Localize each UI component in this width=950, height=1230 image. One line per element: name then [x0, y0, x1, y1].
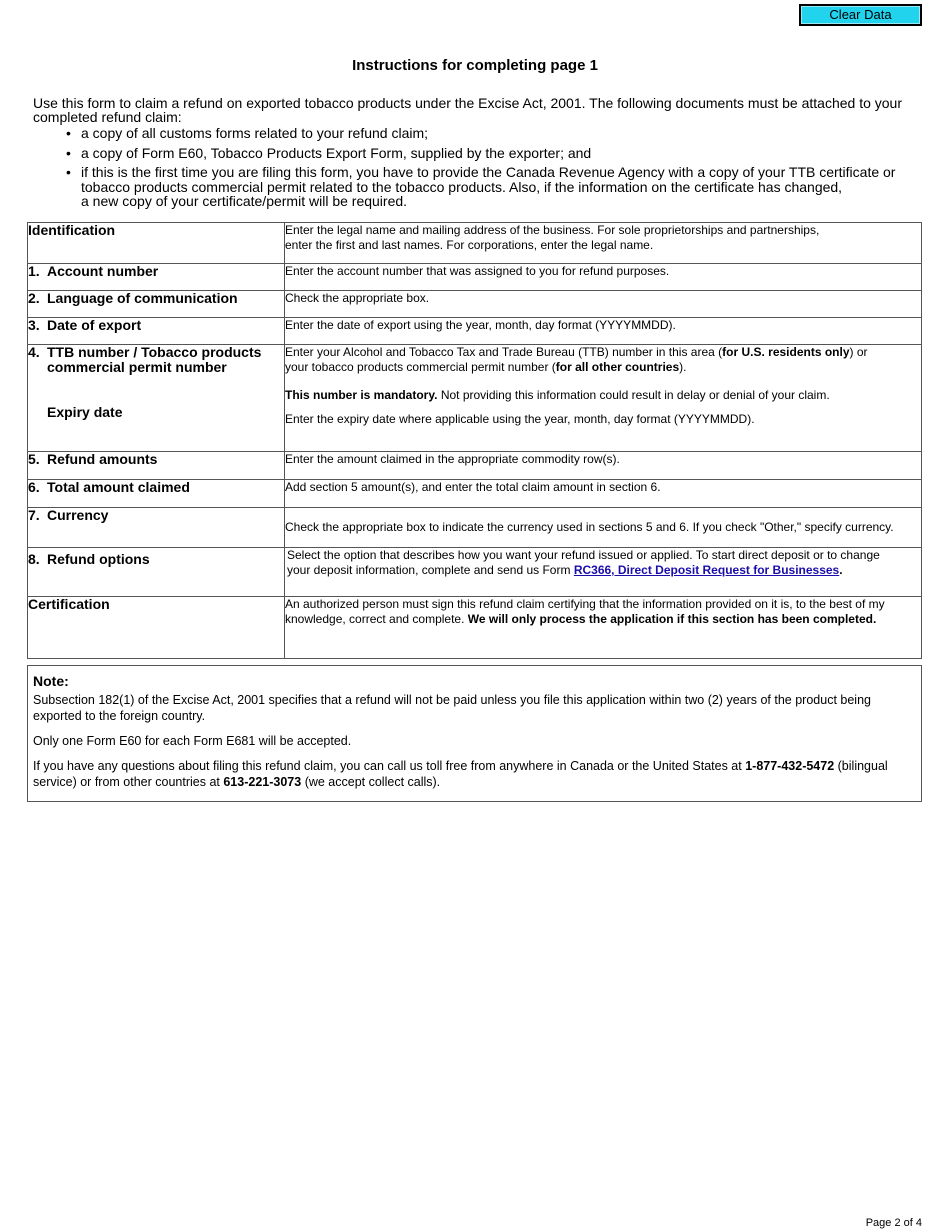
- table-row: [28, 223, 922, 264]
- refund-options-label: Refund options: [47, 551, 150, 567]
- rc366-link[interactable]: RC366, Direct Deposit Request for Businesses: [573, 563, 840, 577]
- note-text-part: If you have any questions about filing this refund claim, you can call us toll free from anywhere in Canada or the United States at: [33, 759, 746, 773]
- note-paragraph: Subsection 182(1) of the Excise Act, 2001 specifies that a refund will not be paid unless you file this application within two (2) years of the product being exported to the foreign country.: [33, 693, 871, 723]
- row-number: 3.: [28, 317, 40, 333]
- table-row: [28, 548, 922, 597]
- list-item-text: • a copy of Form E60, Tobacco Products Export Form, supplied by the exporter; and: [81, 144, 592, 161]
- refund-amounts-text: Enter the amount claimed in the appropriate commodity row(s).: [285, 452, 620, 466]
- note-box: [27, 665, 922, 802]
- mandatory-text: [285, 388, 921, 403]
- row-label: [28, 452, 285, 480]
- currency-text: Check the appropriate box to indicate the currency used in sections 5 and 6. If you check "Other," specify currency.: [285, 520, 894, 534]
- note-heading: Note:: [33, 673, 69, 689]
- list-item: [66, 126, 916, 141]
- identification-text: enter the first and last names. For corporations, enter the legal name.: [285, 238, 654, 252]
- table-row: [28, 452, 922, 480]
- table-row: [28, 291, 922, 318]
- row-label: [28, 508, 285, 548]
- ttb-text-part: ).: [679, 360, 687, 374]
- row-text: [285, 264, 922, 291]
- table-row: [28, 597, 922, 659]
- row-number: 4.: [28, 344, 40, 360]
- documents-list: [66, 126, 916, 214]
- row-text: [285, 480, 922, 508]
- row-text: [285, 291, 922, 318]
- account-number-label: Account number: [47, 263, 159, 279]
- total-amount-label: Total amount claimed: [47, 479, 190, 495]
- certification-text: An authorized person must sign this refund claim certifying that the information provided on it is, to the best of my: [285, 597, 885, 611]
- row-number: 6.: [28, 479, 40, 495]
- row-text: [285, 452, 922, 480]
- list-item: [66, 146, 916, 161]
- ttb-text: [285, 345, 921, 360]
- row-text: [285, 345, 922, 452]
- row-number: 1.: [28, 263, 40, 279]
- row-text: [285, 597, 922, 659]
- date-of-export-text: Enter the date of export using the year, month, day format (YYYYMMDD).: [285, 318, 676, 332]
- table-row: [28, 318, 922, 345]
- identification-text: Enter the legal name and mailing address of the business. For sole proprietorships and partnerships,: [285, 223, 820, 237]
- date-of-export-label: Date of export: [47, 317, 142, 333]
- ttb-text-part: ) or: [849, 345, 868, 359]
- row-label: [28, 480, 285, 508]
- row-text: [285, 223, 922, 264]
- list-item-text: a new copy of your certificate/permit will be required.: [81, 193, 408, 209]
- certification-text-bold: We will only process the application if this section has been completed.: [467, 612, 877, 626]
- row-number: 8.: [28, 551, 40, 567]
- intro-paragraph: Use this form to claim a refund on exported tobacco products under the Excise Act, 2001. The following documents must be attached to your completed refund claim:: [33, 95, 902, 125]
- page-title: Instructions for completing page 1: [352, 57, 598, 74]
- international-number: 613-221-3073: [223, 775, 302, 789]
- certification-label: Certification: [28, 596, 110, 612]
- certification-text-part: knowledge, correct and complete.: [285, 612, 468, 626]
- note-paragraph: [33, 758, 916, 790]
- note-text-part: (bilingual service) or from other countries at: [33, 759, 888, 789]
- refund-options-text: [287, 563, 921, 578]
- note-text-part: (we accept collect calls).: [301, 775, 441, 789]
- table-row: [28, 264, 922, 291]
- row-number: 5.: [28, 451, 40, 467]
- refund-options-text-part: .: [839, 563, 843, 577]
- list-item-text: • a copy of all customs forms related to your refund claim;: [81, 125, 429, 141]
- account-number-text: Enter the account number that was assigned to you for refund purposes.: [285, 264, 670, 278]
- refund-options-text: Select the option that describes how you want your refund issued or applied. To start direct deposit or to change: [287, 548, 880, 562]
- row-label: [28, 548, 285, 597]
- language-label: Language of communication: [47, 290, 238, 306]
- row-label: [28, 223, 285, 264]
- page-number: Page 2 of 4: [865, 1217, 922, 1229]
- row-label: [28, 318, 285, 345]
- row-text: [285, 508, 922, 548]
- certification-text: [285, 612, 921, 627]
- ttb-number-label-cont: commercial permit number: [47, 359, 227, 375]
- ttb-text-bold: for U.S. residents only: [722, 345, 850, 359]
- row-text: [285, 318, 922, 345]
- row-number: 7.: [28, 507, 40, 523]
- ttb-number-label: TTB number / Tobacco products: [47, 344, 262, 360]
- table-row: [28, 480, 922, 508]
- language-text: Check the appropriate box.: [285, 291, 430, 305]
- refund-options-text-part: your deposit information, complete and send us Form: [287, 563, 574, 577]
- mandatory-bold: This number is mandatory.: [285, 388, 438, 402]
- instructions-table: [27, 222, 922, 659]
- row-label: [28, 264, 285, 291]
- ttb-text-part: your tobacco products commercial permit number (: [285, 360, 556, 374]
- ttb-text: [285, 360, 921, 375]
- clear-data-button[interactable]: Clear Data: [799, 4, 922, 26]
- expiry-date-text: Enter the expiry date where applicable using the year, month, day format (YYYYMMDD).: [285, 412, 755, 426]
- refund-amounts-label: Refund amounts: [47, 451, 158, 467]
- toll-free-number: 1-877-432-5472: [745, 759, 835, 773]
- ttb-text-part: Enter your Alcohol and Tobacco Tax and Trade Bureau (TTB) number in this area (: [285, 345, 723, 359]
- table-row: [28, 508, 922, 548]
- ttb-text-bold: for all other countries: [555, 360, 680, 374]
- total-amount-text: Add section 5 amount(s), and enter the total claim amount in section 6.: [285, 480, 661, 494]
- row-text: [285, 548, 922, 597]
- mandatory-rest: Not providing this information could result in delay or denial of your claim.: [437, 388, 830, 402]
- expiry-date-label: Expiry date: [47, 404, 123, 420]
- row-label: [28, 291, 285, 318]
- row-label: [28, 345, 285, 452]
- currency-label: Currency: [47, 507, 109, 523]
- list-item: [66, 165, 916, 209]
- list-item-text: tobacco products commercial permit related to the tobacco products. Also, if the information on the certificate has changed,: [81, 178, 843, 195]
- table-row: [28, 345, 922, 452]
- note-paragraph: Only one Form E60 for each Form E681 will be accepted.: [33, 734, 352, 748]
- row-label: [28, 597, 285, 659]
- list-item-text: • if this is the first time you are filing this form, you have to provide the Canada Revenue Agency with a copy of your TTB certificate or: [81, 164, 896, 180]
- row-number: 2.: [28, 290, 40, 306]
- identification-label: Identification: [28, 222, 116, 238]
